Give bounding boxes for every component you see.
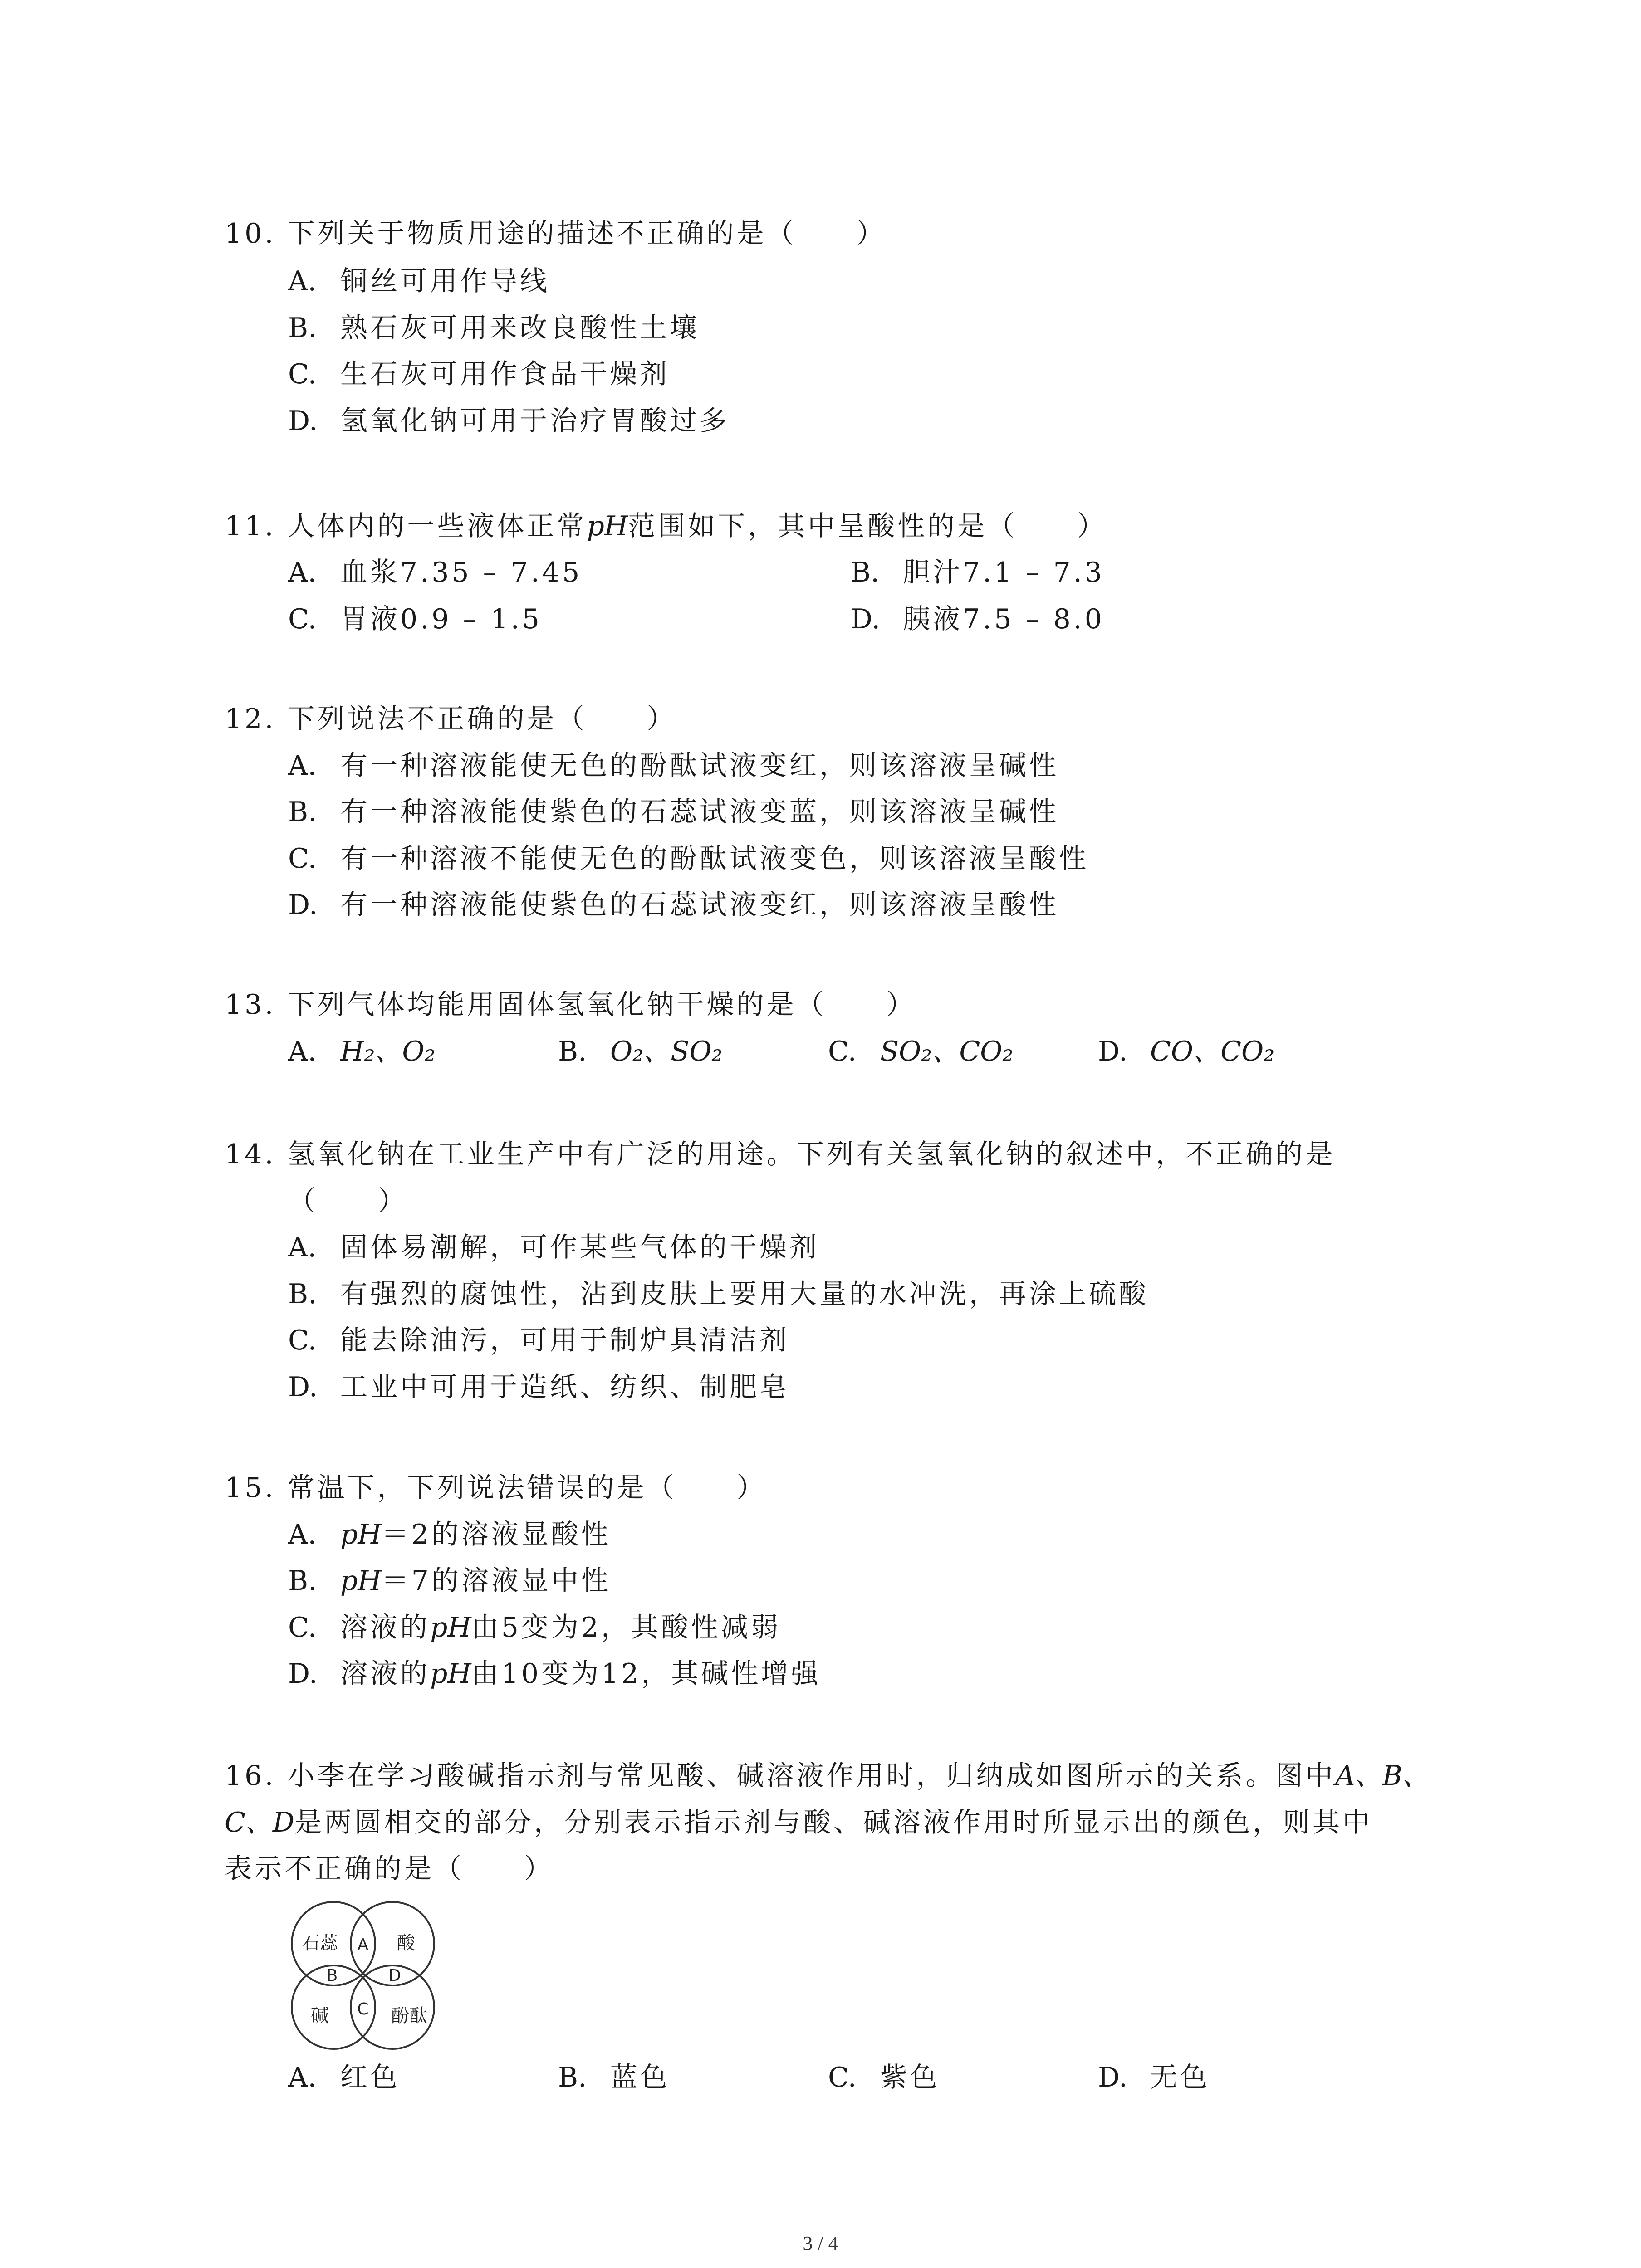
question-10-option-b [288,310,700,346]
option-text: O₂、SO₂ [610,1036,723,1067]
option-math: pH [430,1612,471,1643]
stem-text: 11. 人体内的一些液体正常 [225,510,587,542]
venn-region-b: B [326,1966,338,1985]
venn-label-phenolphthalein: 酚酞 [391,2005,427,2026]
question-10-option-c [288,356,670,392]
option-label: C. [288,1612,317,1643]
option-label: D. [288,405,318,437]
option-text: 血浆7.35 – 7.45 [340,557,583,588]
question-15-option-b [288,1563,611,1599]
venn-region-c: C [357,2000,369,2019]
option-label: B. [558,1036,587,1067]
option-label: C. [828,1036,857,1067]
option-label: A. [288,1232,317,1263]
question-10-option-d [288,403,730,439]
option-text: 紫色 [880,2062,940,2093]
question-12-option-b [288,794,1059,830]
option-text: 胆汁7.1 – 7.3 [903,557,1105,588]
question-11-option-b [851,554,1105,591]
question-15-option-d [288,1656,821,1692]
option-math: pH [430,1658,471,1690]
question-16-stem-line-2 [225,1804,1372,1841]
question-15-option-a [288,1516,611,1553]
option-text: 由10变为12，其碱性增强 [471,1658,821,1690]
question-13-stem: 13. 下列气体均能用固体氢氧化钠干燥的是（ ） [225,989,916,1021]
question-15-option-c [288,1609,781,1646]
option-text: 氢氧化钠可用于治疗胃酸过多 [340,405,730,437]
question-11-option-c [288,601,542,637]
question-13-option-b [558,1033,723,1070]
option-text: 无色 [1150,2062,1210,2093]
option-text: H₂、O₂ [340,1036,436,1067]
question-12-option-d [288,887,1059,923]
page-number: 3 / 4 [803,2232,838,2254]
question-13-option-c [828,1033,1014,1070]
question-16-option-b [558,2059,670,2096]
question-14-option-a [288,1229,819,1266]
option-label: C. [288,358,317,390]
option-text: 有一种溶液不能使无色的酚酞试液变色，则该溶液呈酸性 [340,843,1089,875]
option-text: 工业中可用于造纸、纺织、制肥皂 [340,1371,789,1403]
indicator-venn-diagram [281,1894,445,2057]
option-text: SO₂、CO₂ [880,1036,1014,1067]
option-text: 有一种溶液能使紫色的石蕊试液变红，则该溶液呈酸性 [340,889,1059,921]
question-15-stem: 15. 常温下，下列说法错误的是（ ） [225,1472,767,1504]
option-text: 铜丝可用作导线 [340,265,550,297]
option-text: 胃液0.9 – 1.5 [340,603,542,635]
option-text: 溶液的 [340,1612,430,1643]
option-label: A. [288,1036,317,1067]
question-10-option-a [288,263,550,299]
option-label: B. [288,796,317,828]
option-label: D. [288,1371,318,1403]
question-13-option-d [1098,1033,1274,1070]
option-text: 固体易潮解，可作某些气体的干燥剂 [340,1232,819,1263]
question-12-stem: 12. 下列说法不正确的是（ ） [225,703,677,735]
option-label: D. [1098,1036,1128,1067]
option-text: 有一种溶液能使紫色的石蕊试液变蓝，则该溶液呈碱性 [340,796,1059,828]
question-11-stem [225,508,1107,544]
option-label: B. [288,1278,317,1310]
option-label: B. [851,557,880,588]
question-14-stem: 14. 氢氧化钠在工业生产中有广泛的用途。下列有关氢氧化钠的叙述中，不正确的是 [225,1139,1336,1170]
question-10-stem: 10. 下列关于物质用途的描述不正确的是（ ） [225,218,887,249]
option-label: A. [288,750,317,782]
stem-math: pH [587,510,628,542]
option-label: A. [288,557,317,588]
option-text: 蓝色 [610,2062,670,2093]
option-text: 有强烈的腐蚀性，沾到皮肤上要用大量的水冲洗，再涂上硫酸 [340,1278,1149,1310]
question-14-option-c [288,1322,789,1359]
question-12-option-a [288,748,1059,784]
question-13-option-a [288,1033,436,1070]
option-label: C. [288,1325,317,1356]
option-text: 有一种溶液能使无色的酚酞试液变红，则该溶液呈碱性 [340,750,1059,782]
question-12-option-c [288,841,1089,877]
option-text: 红色 [340,2062,400,2093]
option-label: A. [288,2062,317,2093]
option-label: D. [288,889,318,921]
option-label: B. [558,2062,587,2093]
stem-text: 是两圆相交的部分，分别表示指示剂与酸、碱溶液作用时所显示出的颜色，则其中 [294,1807,1373,1838]
venn-label-acid: 酸 [397,1933,415,1954]
venn-region-a: A [357,1936,369,1954]
option-label: D. [1098,2062,1128,2093]
option-text: 能去除油污，可用于制炉具清洁剂 [340,1325,789,1356]
question-11-option-a [288,554,582,591]
venn-label-base: 碱 [311,2005,329,2026]
option-text: 熟石灰可用来改良酸性土壤 [340,312,700,344]
option-label: B. [288,1565,317,1597]
option-text: 由5变为2，其酸性减弱 [471,1612,781,1643]
option-text: 生石灰可用作食品干燥剂 [340,358,670,390]
question-16-option-c [828,2059,940,2096]
option-label: A. [288,1519,317,1550]
question-16-option-d [1098,2059,1210,2096]
question-16-stem-line-3: 表示不正确的是（ ） [225,1853,554,1885]
question-11-option-d [851,601,1105,637]
option-text: 胰液7.5 – 8.0 [903,603,1105,635]
question-14-stem-continued: （ ） [288,1185,408,1217]
venn-region-d: D [388,1966,401,1985]
option-math: pH [340,1565,382,1597]
question-14-option-d [288,1369,789,1405]
stem-math: A、B、 [1335,1760,1430,1792]
option-label: C. [288,843,317,875]
option-text: ＝2的溶液显酸性 [381,1519,611,1550]
option-label: A. [288,265,317,297]
question-16-option-a [288,2059,400,2096]
option-label: D. [288,1658,318,1690]
stem-text: 16. 小李在学习酸碱指示剂与常见酸、碱溶液作用时，归纳成如图所示的关系。图中 [225,1760,1336,1792]
stem-math: C、D [225,1807,295,1838]
option-label: B. [288,312,317,344]
option-label: C. [288,603,317,635]
option-label: D. [851,603,881,635]
question-14-option-b [288,1276,1149,1312]
question-16-stem-line-1 [225,1758,1430,1794]
option-label: C. [828,2062,857,2093]
stem-text: 范围如下，其中呈酸性的是（ ） [628,510,1107,542]
option-text: 溶液的 [340,1658,430,1690]
venn-label-litmus: 石蕊 [302,1933,338,1954]
option-text: CO、CO₂ [1150,1036,1275,1067]
option-math: pH [340,1519,382,1550]
option-text: ＝7的溶液显中性 [381,1565,611,1597]
